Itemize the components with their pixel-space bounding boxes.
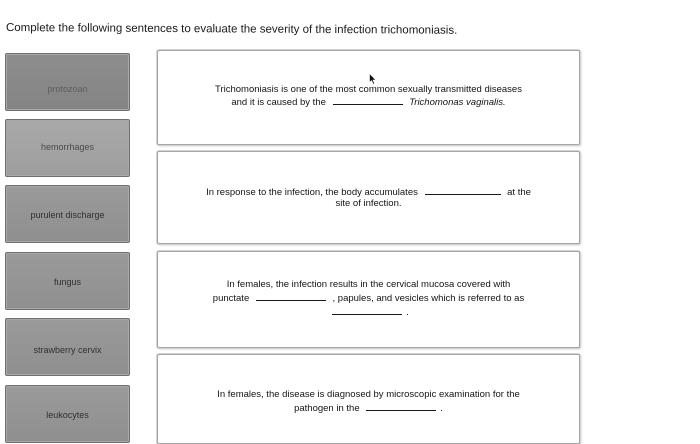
answer-tile-fungus[interactable]: [5, 252, 130, 310]
answer-tile-purulent-discharge[interactable]: [5, 185, 130, 243]
sentence-2-text: site of infection.: [335, 198, 402, 209]
answer-tile-label: leukocytes: [46, 410, 89, 420]
answer-blank-1[interactable]: [333, 96, 403, 105]
sentence-3-text-before: punctate: [212, 293, 250, 304]
answer-blank-4[interactable]: [332, 306, 402, 315]
sentence-box-1: [157, 50, 580, 145]
answer-blank-2[interactable]: [425, 186, 501, 195]
answer-tile-strawberry-cervix[interactable]: [5, 318, 130, 376]
sentence-1-text-before: and it is caused by the: [231, 97, 326, 108]
answer-blank-3[interactable]: [256, 292, 326, 301]
sentence-3-line-3: [158, 306, 579, 320]
sentence-3-text-after: , papules, and vesicles which is referred to as: [332, 293, 525, 304]
sentence-1-text: Trichomoniasis is one of the most common sexually transmitted diseases: [215, 84, 522, 95]
sentence-4-text-after: .: [440, 403, 443, 414]
answer-tile-label: purulent discharge: [30, 210, 105, 220]
sentence-3-line-2: [158, 292, 579, 306]
sentence-box-4: [157, 354, 580, 444]
sentence-box-2: [157, 151, 580, 244]
sentence-1-line-1: [158, 84, 579, 97]
answer-tile-label: strawberry cervix: [33, 345, 102, 355]
mouse-pointer-icon: [369, 73, 377, 85]
sentence-4-text: In females, the disease is diagnosed by microscopic examination for the: [217, 389, 520, 400]
sentence-2-line-2: [158, 198, 579, 211]
answer-tile-protozoan[interactable]: [5, 53, 130, 111]
answer-tile-label: fungus: [53, 277, 82, 287]
sentence-1-line-2: [158, 96, 579, 110]
sentence-4-line-1: [158, 389, 579, 402]
instructions-text: Complete the following sentences to evaluate the severity of the infection trichomoniasis.: [5, 22, 458, 37]
sentence-3-text-end: .: [406, 307, 409, 318]
answer-tile-leukocytes[interactable]: [5, 385, 130, 443]
answer-blank-5[interactable]: [366, 402, 436, 411]
sentence-box-3: [157, 251, 580, 348]
sentence-2-text-after: at the: [507, 187, 531, 198]
answer-tile-label: hemorrhages: [40, 142, 95, 152]
sentence-3-line-1: [158, 279, 579, 292]
sentence-2-text-before: In response to the infection, the body accumulates: [206, 187, 418, 198]
sentence-4-line-2: [158, 402, 579, 416]
answer-tile-label: protozoan: [47, 84, 88, 94]
sentence-1-text-after: Trichomonas vaginalis.: [409, 97, 506, 108]
sentence-4-text-before: pathogen in the: [294, 403, 360, 414]
sentence-3-text: In females, the infection results in the cervical mucosa covered with: [226, 279, 511, 290]
answer-tile-hemorrhages[interactable]: [5, 119, 130, 177]
